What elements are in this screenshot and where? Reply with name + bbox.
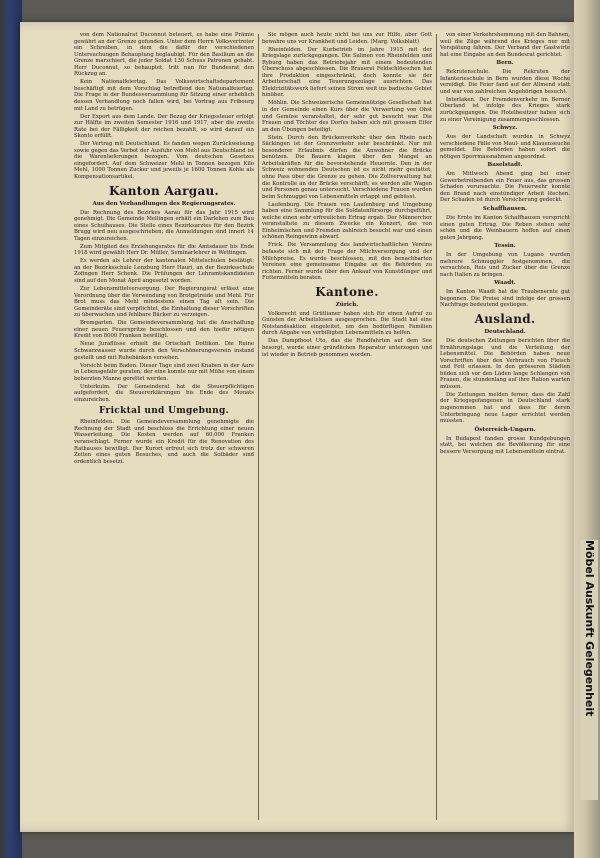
- section-heading-aargau: Kanton Aargau.: [108, 183, 220, 198]
- section-subheading: Tessin.: [494, 243, 516, 250]
- article-paragraph: Unterkulm. Der Gemeinderat hat die Steuerpflichtigen aufgefordert, die Steuererklärungen bis Ende des Monats einzureichen.: [74, 383, 254, 403]
- section-subheading: Baselstadt.: [487, 162, 523, 169]
- article-paragraph: In Budapest fanden grosse Kundgebungen statt, bei welchen die Bevölkerung für eine bessere Versorgung mit Lebensmitteln eintrat.: [440, 435, 570, 455]
- article-paragraph: Die Zeitungen melden ferner, dass die Zahl der Kriegsgefangenen in Deutschland stark zugenommen hat und dass für deren Unterbringung neue Lager errichtet werden mussten.: [440, 391, 570, 425]
- article-paragraph: Rekrutenschule. Die Rekruten der Infanterieschule in Bern wurden diese Woche vereidigt. Die Feier fand auf der Allmend statt und war von zahlreichen Angehörigen besucht.: [440, 69, 570, 95]
- section-heading-ausland: Ausland.: [474, 312, 536, 326]
- section-subheading: Österreich-Ungarn.: [474, 426, 536, 433]
- article-paragraph: Interlaken. Der Fremdenverkehr im Berner Oberland ist infolge des Krieges stark zurückgegangen. Die Hotelbesitzer haben sich zu einer Vereinigung zusammengeschlossen.: [440, 96, 570, 123]
- article-paragraph: Der Export aus dem Lande. Der Bezug der Kriegssteuer erfolgt zur Hälfte im zweiten Semester 1916 und 1917, aber die zweite Rate bei der Fälligkeit der reichen bezahlt, so wird darauf ein Skonto erfüllt.: [74, 113, 254, 140]
- article-paragraph: von einer Verkehrshemmung mit den Bahnen, weil die Züge während des Krieges nur mit Verspätung fahren. Der Verband der Gastwirte hat eine Eingabe an den Bundesrat gerichtet.: [440, 32, 570, 58]
- newspaper-page: [20, 22, 576, 832]
- article-paragraph: Das Dampfboot Uto, das die Rundfahrten auf dem See besorgt, wurde einer gründlichen Reparatur unterzogen und ist wieder in Betrieb genommen worden.: [262, 338, 432, 358]
- column-right: [440, 32, 570, 822]
- article-paragraph: Neue Juraflüsse erhielt die Ortschaft Dottikon. Die Ruine Schwarzwasser wurde durch den Verschönerungsverein instand gestellt und mit Ruhebänken versehen.: [74, 341, 254, 361]
- article-paragraph: Der Vertrag mit Deutschland. Es fanden wegen Zurückweisung sowie gegen das Verbot der Ausfuhr von Mehl aus Deutschland ist die Warenlieferungen bezogen. Vom deutschen Gesetzes eingefordert. Auf dem Schweizer Mehl in Tonnen bezogen Kilo Mehl, 1000 Tonnen Zucker und jeweils je 1600 Tonnen Kohle als Kompensationsartikel.: [74, 141, 254, 180]
- article-paragraph: Vorsicht beim Baden. Dieser Tage sind zwei Knaben in der Aare in Lebensgefahr geraten; der eine konnte nur mit Mühe von einem beherzten Manne gerettet werden.: [74, 362, 254, 382]
- article-paragraph: Zum Mitglied des Erziehungsrates für die Amtsdauer bis Ende 1918 wird gewählt Herr Dr. Müller, Seminarlehrer in Wettingen.: [74, 243, 254, 257]
- article-paragraph: Rheinfelden. Die Gemeindeversammlung genehmigte die Rechnung der Stadt und beschloss die Errichtung einer neuen Wasserleitung. Die Kosten werden auf 60,000 Franken veranschlagt. Ferner wurde ein Kredit für die Renovation des Rathauses bewilligt. Der Kurort erfreut sich trotz der schweren Zeiten eines guten Besuches, und auch die Solbäder sind ordentlich besetzt.: [74, 419, 254, 465]
- article-paragraph: Volksrecht und Grütlianer haben sich für einen Aufruf zu Gunsten der Arbeitslosen ausgesprochen. Die Stadt hat eine Notstandsaktion eingeleitet, um den bedürftigen Familien durch Abgabe von verbilligten Lebensmitteln zu helfen.: [262, 310, 432, 337]
- article-paragraph: Im Kanton Waadt hat die Traubenernte gut begonnen. Die Preise sind infolge der grossen Nachfrage bedeutend gestiegen.: [440, 289, 570, 309]
- article-paragraph: Frick. Die Versammlung des landwirtschaftlichen Vereins befasste sich mit der Frage der Milchversorgung und der Milchpreise. Es wurde beschlossen, mit den benachbarten Vereinen eine gemeinsame Eingabe an die Behörden zu richten. Ferner wurde über den Ankauf von Kunstdünger und Futtermitteln beraten.: [262, 242, 432, 282]
- column-middle: [262, 32, 432, 822]
- column-rule: [436, 34, 437, 820]
- article-paragraph: Die deutschen Zeitungen berichten über die Ernährungslage und die Verteilung der Lebensmittel. Die Behörden haben neue Vorschriften über den Verbrauch von Fleisch und Fett erlassen. In den grösseren Städten bilden sich vor den Läden lange Schlangen von Frauen, die stundenlang auf ihre Ration warten müssen.: [440, 338, 570, 390]
- article-paragraph: Zur Lebensmittelversorgung. Der Regierungsrat erlässt eine Verordnung über die Verwendung von Brotgetreide und Mehl. Für Brot muss das Mehl mindestens einen Tag alt sein. Die Gemeinderäte sind verpflichtet, die Einhaltung dieser Vorschriften zu überwachen und fehlbare Bäcker zu verzeigen.: [74, 286, 254, 319]
- article-paragraph: Kein Nationalfeiertag. Das Volkswirtschaftsdepartement beschäftigt mit dem Vorschlag betreffend den Nationalfeiertag. Die Frage in der Bundesversammlung für Sitzung einer erheblich dessen Verhandlung noch fallen wird, bei Vortrag aus Fribourg mit Land zu betrügen.: [74, 79, 254, 112]
- section-subheading: Schwyz.: [492, 125, 518, 132]
- section-subheading: Deutschland.: [484, 329, 526, 335]
- article-paragraph: Laufenburg. Die Frauen von Laufenburg und Umgebung haben eine Sammlung für die Soldatenfürsorge durchgeführt, welche einen sehr erfreulichen Ertrag ergab. Der Männerchor veranstaltete zu diesem Zwecke ein Konzert, das von Einheimischen und Fremden zahlreich besucht war und einen schönen Reingewinn abwarf.: [262, 201, 432, 241]
- section-heading-kantone: Kantone.: [315, 284, 379, 299]
- volume-binding-edge: [0, 0, 22, 858]
- section-subheading: Aus den Verhandlungen des Regierungsrates.: [92, 200, 236, 207]
- next-page-edge: [574, 0, 600, 858]
- section-subheading: Bern.: [496, 60, 514, 67]
- article-paragraph: Aus der Landschaft wurden in Schwyz verschiedene Fälle von Maul- und Klauenseuche gemeldet. Die Behörden haben sofort die nötigen Sperrmassnahmen angeordnet.: [440, 134, 570, 160]
- article-paragraph: Die Rechnung des Bezirkes Aarau für das Jahr 1915 wird genehmigt. Die Gemeinde Mellingen erhält ein Darlehen zum Bau eines Schulhauses. Die Stelle eines Bezirksarztes für den Bezirk Brugg wird neu ausgeschrieben; die Anmeldungen sind innert 14 Tagen einzureichen.: [74, 209, 254, 242]
- section-subheading: Schaffhausen.: [482, 205, 528, 212]
- article-paragraph: Es werden als Lehrer der kantonalen Mittelschulen bestätigt: an der Bezirksschule Lenzburg Herr Hauri, an der Bezirksschule Zofingen Herr Schenk. Die Prüfungen der Lehramtskandidaten sind auf den Monat April angesetzt worden.: [74, 258, 254, 284]
- article-paragraph: Sie mögen auch heute nicht bei uns zur Hilfe, aber Gott bewahre uns vor Krankheit und Leiden. (Marg. Volksblatt): [262, 32, 432, 45]
- article-paragraph: Rheinfelden. Der Kurbetrieb im Jahre 1915 mit der Kriegslage zurückgegangen. Die Salinen von Rheinfelden und Ryburg haben das Betriebsjahr mit einem bedeutenden Überschuss abgeschlossen. Die Brauerei Feldschlösschen hat ihre Produktion eingeschränkt, doch konnte sie der Arbeiterschaft eine Teuerungszulage ausrichten. Das Elektrizitätswerk liefert seinen Strom weit ins badische Gebiet hinüber.: [262, 46, 432, 99]
- article-paragraph: Am Mittwoch Abend ging bei einer Gewerbetreibenden ein Feuer aus, das grossen Schaden verursachte. Die Feuerwehr konnte den Brand nach einstündiger Arbeit löschen. Der Schaden ist durch Versicherung gedeckt.: [440, 171, 570, 204]
- article-paragraph: Bremgarten. Die Gemeindeversammlung hat die Anschaffung einer neuen Feuerspritze beschlossen und den hiefür nötigen Kredit von 8000 Franken bewilligt.: [74, 320, 254, 340]
- section-heading-fricktal: Fricktal und Umgebung.: [99, 406, 229, 417]
- article-paragraph: Die Ernte im Kanton Schaffhausen verspricht einen guten Ertrag. Die Reben stehen sehr schön und die Weinbauern hoffen auf einen guten Jahrgang.: [440, 214, 570, 241]
- next-page-advertisement-strip: Möbel Auskunft Gelegenheit: [580, 540, 598, 800]
- article-paragraph: Möhlin. Die Schweizerische Gemeinnützige Gesellschaft hat in der Gemeinde einen Kurs über die Verwertung von Obst und Gemüse veranstaltet, der sehr gut besucht war. Die Frauen und Töchter des Dorfes haben sich mit grossem Eifer an den Übungen beteiligt.: [262, 100, 432, 133]
- article-paragraph: von dem Nationalrat Duconnut beteuert, es habe eine Prämie gewährt an der Grenze gefunden. Unter dem Herrn Volksvertreter ein Schreiben, in dem die dafür der verschiedenen Untersuchungen Behauptung beglaubigt. Für den Basilium an die Grenze marschiert, die jeder Soldat 130 Schuss Patronen gehabt. Herr Duconnut, so behauptet, tritt nun für Bundesrat den Rückzug an.: [74, 32, 254, 78]
- article-paragraph: In der Umgebung von Lugano wurden mehrere Schmuggler festgenommen, die versuchten, Reis und Zucker über die Grenze nach Italien zu bringen.: [440, 252, 570, 278]
- section-subheading: Waadt.: [494, 280, 516, 287]
- section-subheading: Zürich.: [335, 301, 359, 308]
- column-left: [74, 32, 254, 822]
- column-rule: [258, 34, 259, 820]
- article-paragraph: Stein. Durch den Brückenverkehr über den Rhein nach Säckingen ist der Grenzverkehr sehr beschränkt. Nur mit besonderer Erlaubnis dürfen die Anwohner die Brücke benützen. Die Bauern klagen über den Mangel an Arbeitskräften für die bevorstehende Heuernte. Den in der Schweiz wohnenden Deutschen ist es nicht mehr gestattet, ohne Pass über die Grenze zu gehen. Die Zollverwaltung hat die Kontrolle an der Brücke verschärft; es werden alle Wagen und Personen genau untersucht. Verschiedene Frauen wurden beim Schmuggel von Lebensmitteln ertappt und gebüsst.: [262, 134, 432, 200]
